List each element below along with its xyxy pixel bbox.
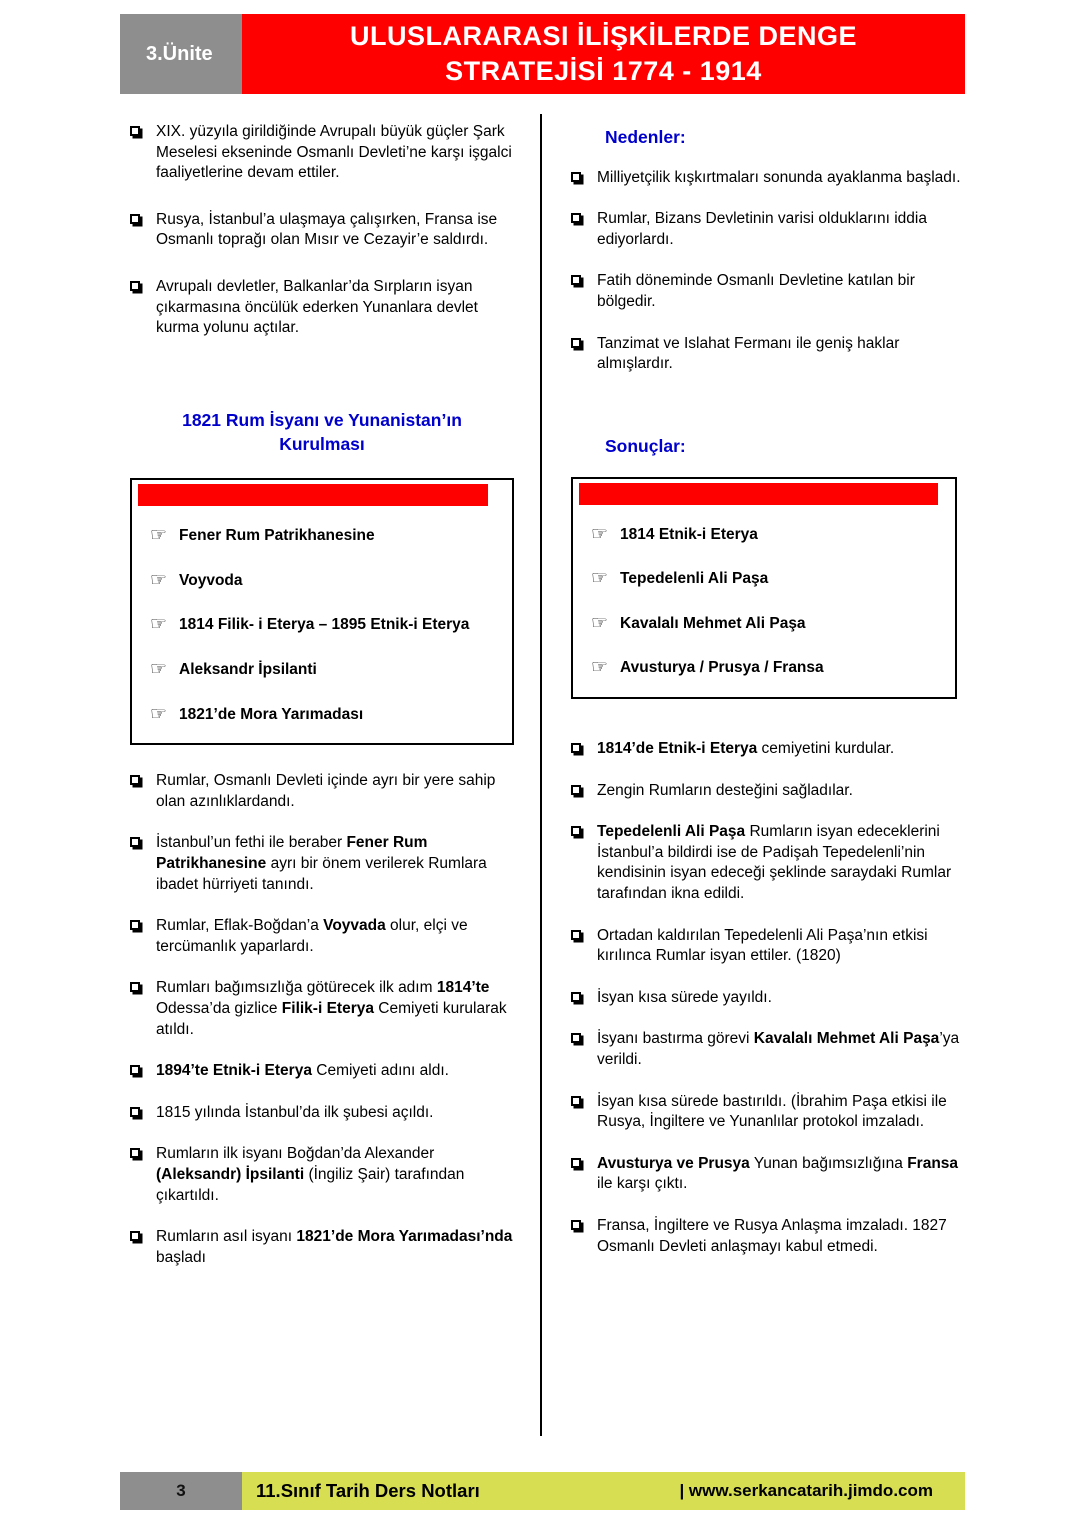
checkbox-bullet-icon [130,126,140,136]
title-line-2: STRATEJİSİ 1774 - 1914 [445,56,762,86]
checkbox-bullet-icon [130,1231,140,1241]
bullet-item [122,916,522,957]
section-title [130,409,514,456]
keybox-item [579,569,949,590]
checkbox-bullet-icon [571,826,581,836]
list-item-text: 1814 Etnik-i Eterya [620,525,758,543]
bullet-item [563,334,965,375]
list-item-text: 1814’de Etnik-i Eterya cemiyetini kurdular. [597,739,895,757]
keybox-item [579,611,949,635]
bullet-item [122,1144,522,1206]
page-footer [120,1472,965,1510]
checkbox-bullet-icon [130,982,140,992]
bullet-item [122,1227,522,1268]
bullet-item [563,781,965,802]
list-item-text: Fatih döneminde Osmanlı Devletine katılan bir bölgedir. [597,272,915,311]
bullet-item [122,833,522,895]
intro-bullet-item [122,277,522,339]
bullet-item [563,988,965,1009]
pointing-hand-icon: ☞ [150,657,168,680]
list-item-text: Rumları bağımsızlığa götürecek ilk adım 1814’te Odessa’da gizlice Filik-i Eterya Cemiyeti kurularak atıldı. [156,979,507,1038]
list-item-text: Milliyetçilik kışkırtmaları sonunda ayaklanma başladı. [597,168,961,186]
list-item-text: Ortadan kaldırılan Tepedelenli Ali Paşa’nın etkisi kırılınca Rumlar isyan ettiler. (1820) [597,926,928,965]
list-item-text: Fener Rum Patrikhanesine [179,527,375,545]
checkbox-bullet-icon [571,275,581,285]
list-item-text: Rumların ilk isyanı Boğdan’da Alexander (Aleksandr) İpsilanti (İngiliz Şair) tarafından çıkartıldı. [156,1145,465,1204]
bullet-item [563,271,965,312]
list-item-text: Voyvoda [179,571,243,589]
list-item-text: 1814 Filik- i Eterya – 1895 Etnik-i Eterya [179,616,470,634]
pointing-hand-icon: ☞ [591,522,609,545]
list-item-text: Zengin Rumların desteğini sağladılar. [597,781,853,799]
pointing-hand-icon: ☞ [150,524,168,547]
sonuclar-heading: Sonuçlar: [605,435,686,456]
checkbox-bullet-icon [571,992,581,1002]
list-item-text: Fransa, İngiltere ve Rusya Anlaşma imzaladı. 1827 Osmanlı Devleti anlaşmayı kabul etmedi. [597,1217,947,1255]
list-item-text: İstanbul’un fethi ile beraber Fener Rum Patrikhanesine ayrı bir önem verilerek Rumlara ibadet hürriyeti tanındı. [156,834,487,893]
checkbox-bullet-icon [571,213,581,223]
bullet-item [563,1029,965,1070]
checkbox-bullet-icon [571,1158,581,1168]
list-item-text: Rumlar, Bizans Devletinin varisi olduklarını iddia ediyorlardı. [597,210,927,248]
bullet-item [563,926,965,967]
list-item-text: Tepedelenli Ali Paşa Rumların isyan edeceklerini İstanbul’a bildirdi ise de Padişah Tepedelenli’nin kendisinin isyan edeceği şeklinde saraydaki Rumlar tarafından ikna edildi. [597,823,952,902]
keybox-item [138,615,506,636]
pointing-hand-icon: ☞ [591,567,609,590]
list-item-text: Rumlar, Osmanlı Devleti içinde ayrı bir yere sahip olan azınlıklardandı. [156,772,496,810]
right-column [563,122,965,1278]
list-item-text: Avusturya ve Prusya Yunan bağımsızlığına Fransa ile karşı çıktı. [597,1154,959,1193]
nedenler-bullet-list [563,168,965,375]
list-item-text: 1815 yılında İstanbul’da ilk şubesi açıldı. [156,1103,434,1121]
section-title-line-1: 1821 Rum İsyanı ve Yunanistan’ın [182,409,462,430]
bullet-item [563,1092,965,1133]
checkbox-bullet-icon [571,1096,581,1106]
checkbox-bullet-icon [130,1065,140,1075]
bullet-item [122,1061,522,1082]
page-number: 3 [120,1472,242,1510]
list-item-text: XIX. yüzyıla girildiğinde Avrupalı büyük güçler Şark Meselesi ekseninde Osmanlı Devleti’ne karşı işgalci faaliyetlerine devam ettiler. [156,123,512,182]
page-header [120,14,965,94]
footer-left-text: 11.Sınıf Tarih Ders Notları [256,1480,480,1501]
list-item-text: Avusturya / Prusya / Fransa [620,659,824,677]
intro-bullet-list [122,122,522,339]
list-item-text: İsyan kısa sürede yayıldı. [597,988,772,1006]
checkbox-bullet-icon [571,743,581,753]
bullet-item [563,168,965,189]
list-item-text: İsyan kısa sürede bastırıldı. (İbrahim Paşa etkisi ile Rusya, İngiltere ve Yunanlılar protokol imzaladı. [597,1092,947,1131]
keybox-item [138,702,506,726]
bullet-item [563,1154,965,1195]
checkbox-bullet-icon [130,837,140,847]
list-item-text: Rumlar, Eflak-Boğdan’a Voyvada olur, elçi ve tercümanlık yaparlardı. [156,917,468,955]
keybox-item [138,526,506,547]
section-title-line-2: Kurulması [279,433,365,454]
footer-bar [242,1472,965,1510]
bullet-item [563,209,965,250]
pointing-hand-icon: ☞ [591,611,609,634]
redacted-title-bar [138,484,488,506]
list-item-text: İsyanı bastırma görevi Kavalalı Mehmet Ali Paşa’ya verildi. [597,1030,960,1069]
unit-label: 3.Ünite [120,14,242,94]
bullet-item [563,739,965,760]
checkbox-bullet-icon [130,281,140,291]
list-item-text: Avrupalı devletler, Balkanlar’da Sırpların isyan çıkarmasına öncülük ederken Yunanlara devlet kurma yolunu açtılar. [156,278,478,337]
list-item-text: 1894’te Etnik-i Eterya Cemiyeti adını aldı. [156,1062,449,1080]
bullet-item [122,771,522,812]
column-divider [540,114,542,1436]
left-bullet-list [122,771,522,1268]
keybox-item [579,658,949,679]
list-item-text: Aleksandr İpsilanti [179,660,317,678]
checkbox-bullet-icon [571,1220,581,1230]
pointing-hand-icon: ☞ [591,656,609,679]
list-item-text: Rumların asıl isyanı 1821’de Mora Yarımadası’nda başladı [156,1228,513,1266]
footer-site-url: | www.serkancatarih.jimdo.com [679,1481,933,1500]
pointing-hand-icon: ☞ [150,568,168,591]
keybox-item [138,657,506,681]
keybox-right-list [579,522,949,679]
list-item-text: 1821’de Mora Yarımadası [179,705,364,723]
keybox-item [579,522,949,546]
checkbox-bullet-icon [571,338,581,348]
pointing-hand-icon: ☞ [150,613,168,636]
keybox-item [138,568,506,592]
checkbox-bullet-icon [571,785,581,795]
checkbox-bullet-icon [130,920,140,930]
intro-bullet-item [122,210,522,251]
list-item-text: Kavalalı Mehmet Ali Paşa [620,614,806,632]
nedenler-heading: Nedenler: [605,127,686,147]
left-column [122,122,522,1290]
title-banner [242,14,965,94]
list-item-text: Rusya, İstanbul’a ulaşmaya çalışırken, Fransa ise Osmanlı toprağı olan Mısır ve Cezayir’e saldırdı. [156,210,498,249]
keybox-right [571,477,957,699]
bullet-item [122,1103,522,1124]
title-line-1: ULUSLARARASI İLİŞKİLERDE DENGE [349,20,858,51]
checkbox-bullet-icon [130,1107,140,1117]
pointing-hand-icon: ☞ [150,702,168,725]
intro-bullet-item [122,122,522,184]
checkbox-bullet-icon [130,214,140,224]
redacted-title-bar [579,483,938,505]
checkbox-bullet-icon [571,930,581,940]
list-item-text: Tanzimat ve Islahat Fermanı ile geniş haklar almışlardır. [597,334,900,373]
checkbox-bullet-icon [130,1148,140,1158]
bullet-item [563,822,965,904]
bullet-item [122,978,522,1040]
keybox-left [130,478,514,745]
keybox-left-list [138,526,506,725]
bullet-item [563,1216,965,1257]
checkbox-bullet-icon [571,1033,581,1043]
list-item-text: Tepedelenli Ali Paşa [620,570,769,588]
right-bullet-list [563,739,965,1257]
checkbox-bullet-icon [130,775,140,785]
checkbox-bullet-icon [571,172,581,182]
